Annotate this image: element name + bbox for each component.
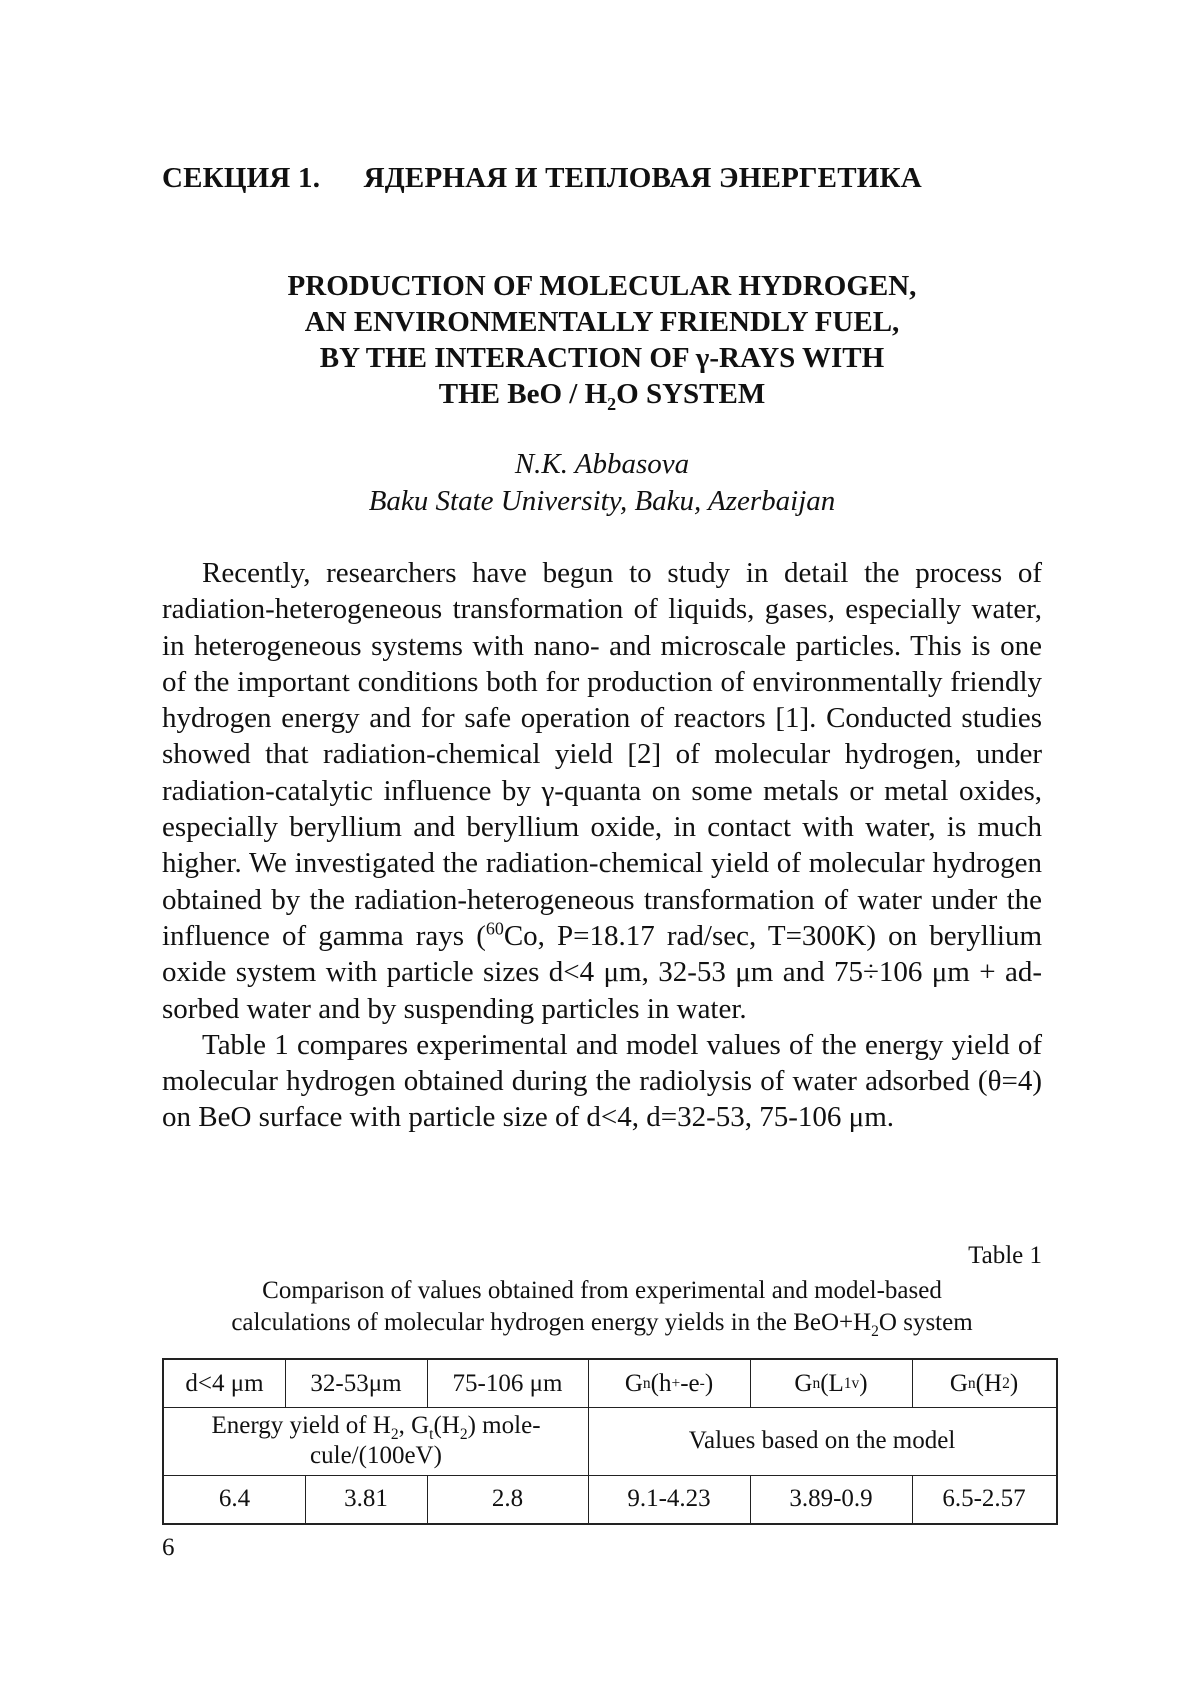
table-caption-line-1: Comparison of values obtained from experimental and model-based [262,1277,942,1304]
table-caption [162,1275,1042,1339]
section-name: ЯДЕРНАЯ И ТЕПЛОВАЯ ЭНЕРГЕТИКА [363,162,922,194]
paragraph-1 [162,555,1042,1027]
paragraph-1-part-1: Recently, researchers have begun to study in detail the process of radiation-heterogeneous transformation of liquids, gases, especially water, in heterogeneous systems with nano- and microscale particles. This is one of the important conditions both for production of environmentally friendly hydrogen energy and for safe operation of reactors [1]. Conducted studies showed that radiation-chemical yield [2] of molecular hydrogen, under radiation-catalytic influence by γ-quanta on some metals or metal oxides, especially beryllium and beryllium oxide, in contact with water, is much higher. We investigated the radiation-chemical yield of molecular hydrogen obtained by the radiation-heterogeneous transformation of water under the influence of gamma rays ( [162,557,1042,952]
gn-close: ) [859,1369,868,1397]
value-cell-75-106: 2.8 [491,1485,524,1512]
header-cell-75-106: 75-106 μm [452,1369,563,1397]
value-cell-gn-h2: 6.5-2.57 [942,1485,1026,1512]
title-line-2: AN ENVIRONMENTALLY FRIENDLY FUEL, [304,306,900,338]
data-table [162,1358,1058,1525]
header-cell-gn-h2: G n (H 2 ) [949,1369,1019,1397]
gn-mid: (H [975,1369,1003,1397]
header-cell-32-53: 32-53μm [310,1369,402,1397]
value-cell-gn-h-e: 9.1-4.23 [627,1485,711,1512]
paragraph-1-part-2: Co, P=18.17 rad/sec, T=300K) on beryllium oxide system with particle sizes d<4 μm, 32-53 μm and 75÷106 μm + adsorbed water and by suspending particles in water. [162,919,1043,1025]
author-affiliation: Baku State University, Baku, Azerbaijan [368,485,836,517]
author-name: N.K. Abbasova [514,448,690,480]
table-caption-line-2 [162,1307,1042,1339]
paper-title [162,268,1042,412]
table-label: Table 1 [968,1242,1042,1269]
title-line-3: BY THE INTERACTION OF γ-RAYS WITH [319,342,885,374]
energy-yield-sub-b: t [429,1426,434,1443]
title-line-4-post: O SYSTEM [616,378,766,410]
energy-yield-label-cell [174,1407,578,1475]
value-cell-32-53: 3.81 [344,1485,388,1512]
title-line-1: PRODUCTION OF MOLECULAR HYDROGEN, [287,270,917,302]
header-cell-gn-l1v: G n (L 1v ) [794,1369,868,1397]
gn-symbol: G [794,1369,813,1397]
author-block [162,446,1042,520]
page-number: 6 [162,1534,175,1561]
energy-yield-text-d: ) molecule/(100eV) [310,1412,541,1469]
header-cell-d4: d<4 μm [185,1369,264,1397]
value-cell-d4: 6.4 [218,1485,251,1512]
gn-close: ) [704,1369,714,1397]
gn-close: ) [1009,1369,1019,1397]
header-cell-gn-h-e: G n (h + -e - ) [624,1369,714,1397]
gn-mid: (h [650,1369,672,1397]
value-cell-gn-l1v: 3.89-0.9 [789,1485,873,1512]
title-line-4 [162,376,1042,412]
energy-yield-sub-a: 2 [390,1426,399,1443]
section-number: СЕКЦИЯ 1. [162,162,321,194]
energy-yield-sub-c: 2 [459,1426,468,1443]
title-line-4-sub: 2 [607,393,617,414]
model-values-label-cell: Values based on the model [688,1427,956,1454]
gn-dash: -e [680,1369,700,1397]
gn-symbol: G [949,1369,968,1397]
caption-line-2-sub: 2 [871,1323,879,1340]
energy-yield-text-b: , G [398,1412,430,1439]
isotope-superscript: 60 [485,918,504,939]
paragraph-2: Table 1 compares experimental and model values of the energy yield of molecular hydrogen obtained during the radiolysis of water adsorbed (θ=4) on BeO surface with particle size of d<4, d=32-53, 75-106 μm. [162,1028,1042,1134]
caption-line-2-post: O system [878,1309,973,1336]
gn-mid: (L [820,1369,844,1397]
caption-line-2-pre: calculations of molecular hydrogen energy yields in the BeO+H [231,1309,872,1336]
section-heading [162,162,1062,195]
energy-yield-text-c: (H [433,1412,460,1439]
title-line-4-pre: THE BeO / H [438,378,608,410]
energy-yield-text-a: Energy yield of H [211,1412,391,1439]
body-text [162,555,1042,1136]
gn-symbol: G [624,1369,643,1397]
